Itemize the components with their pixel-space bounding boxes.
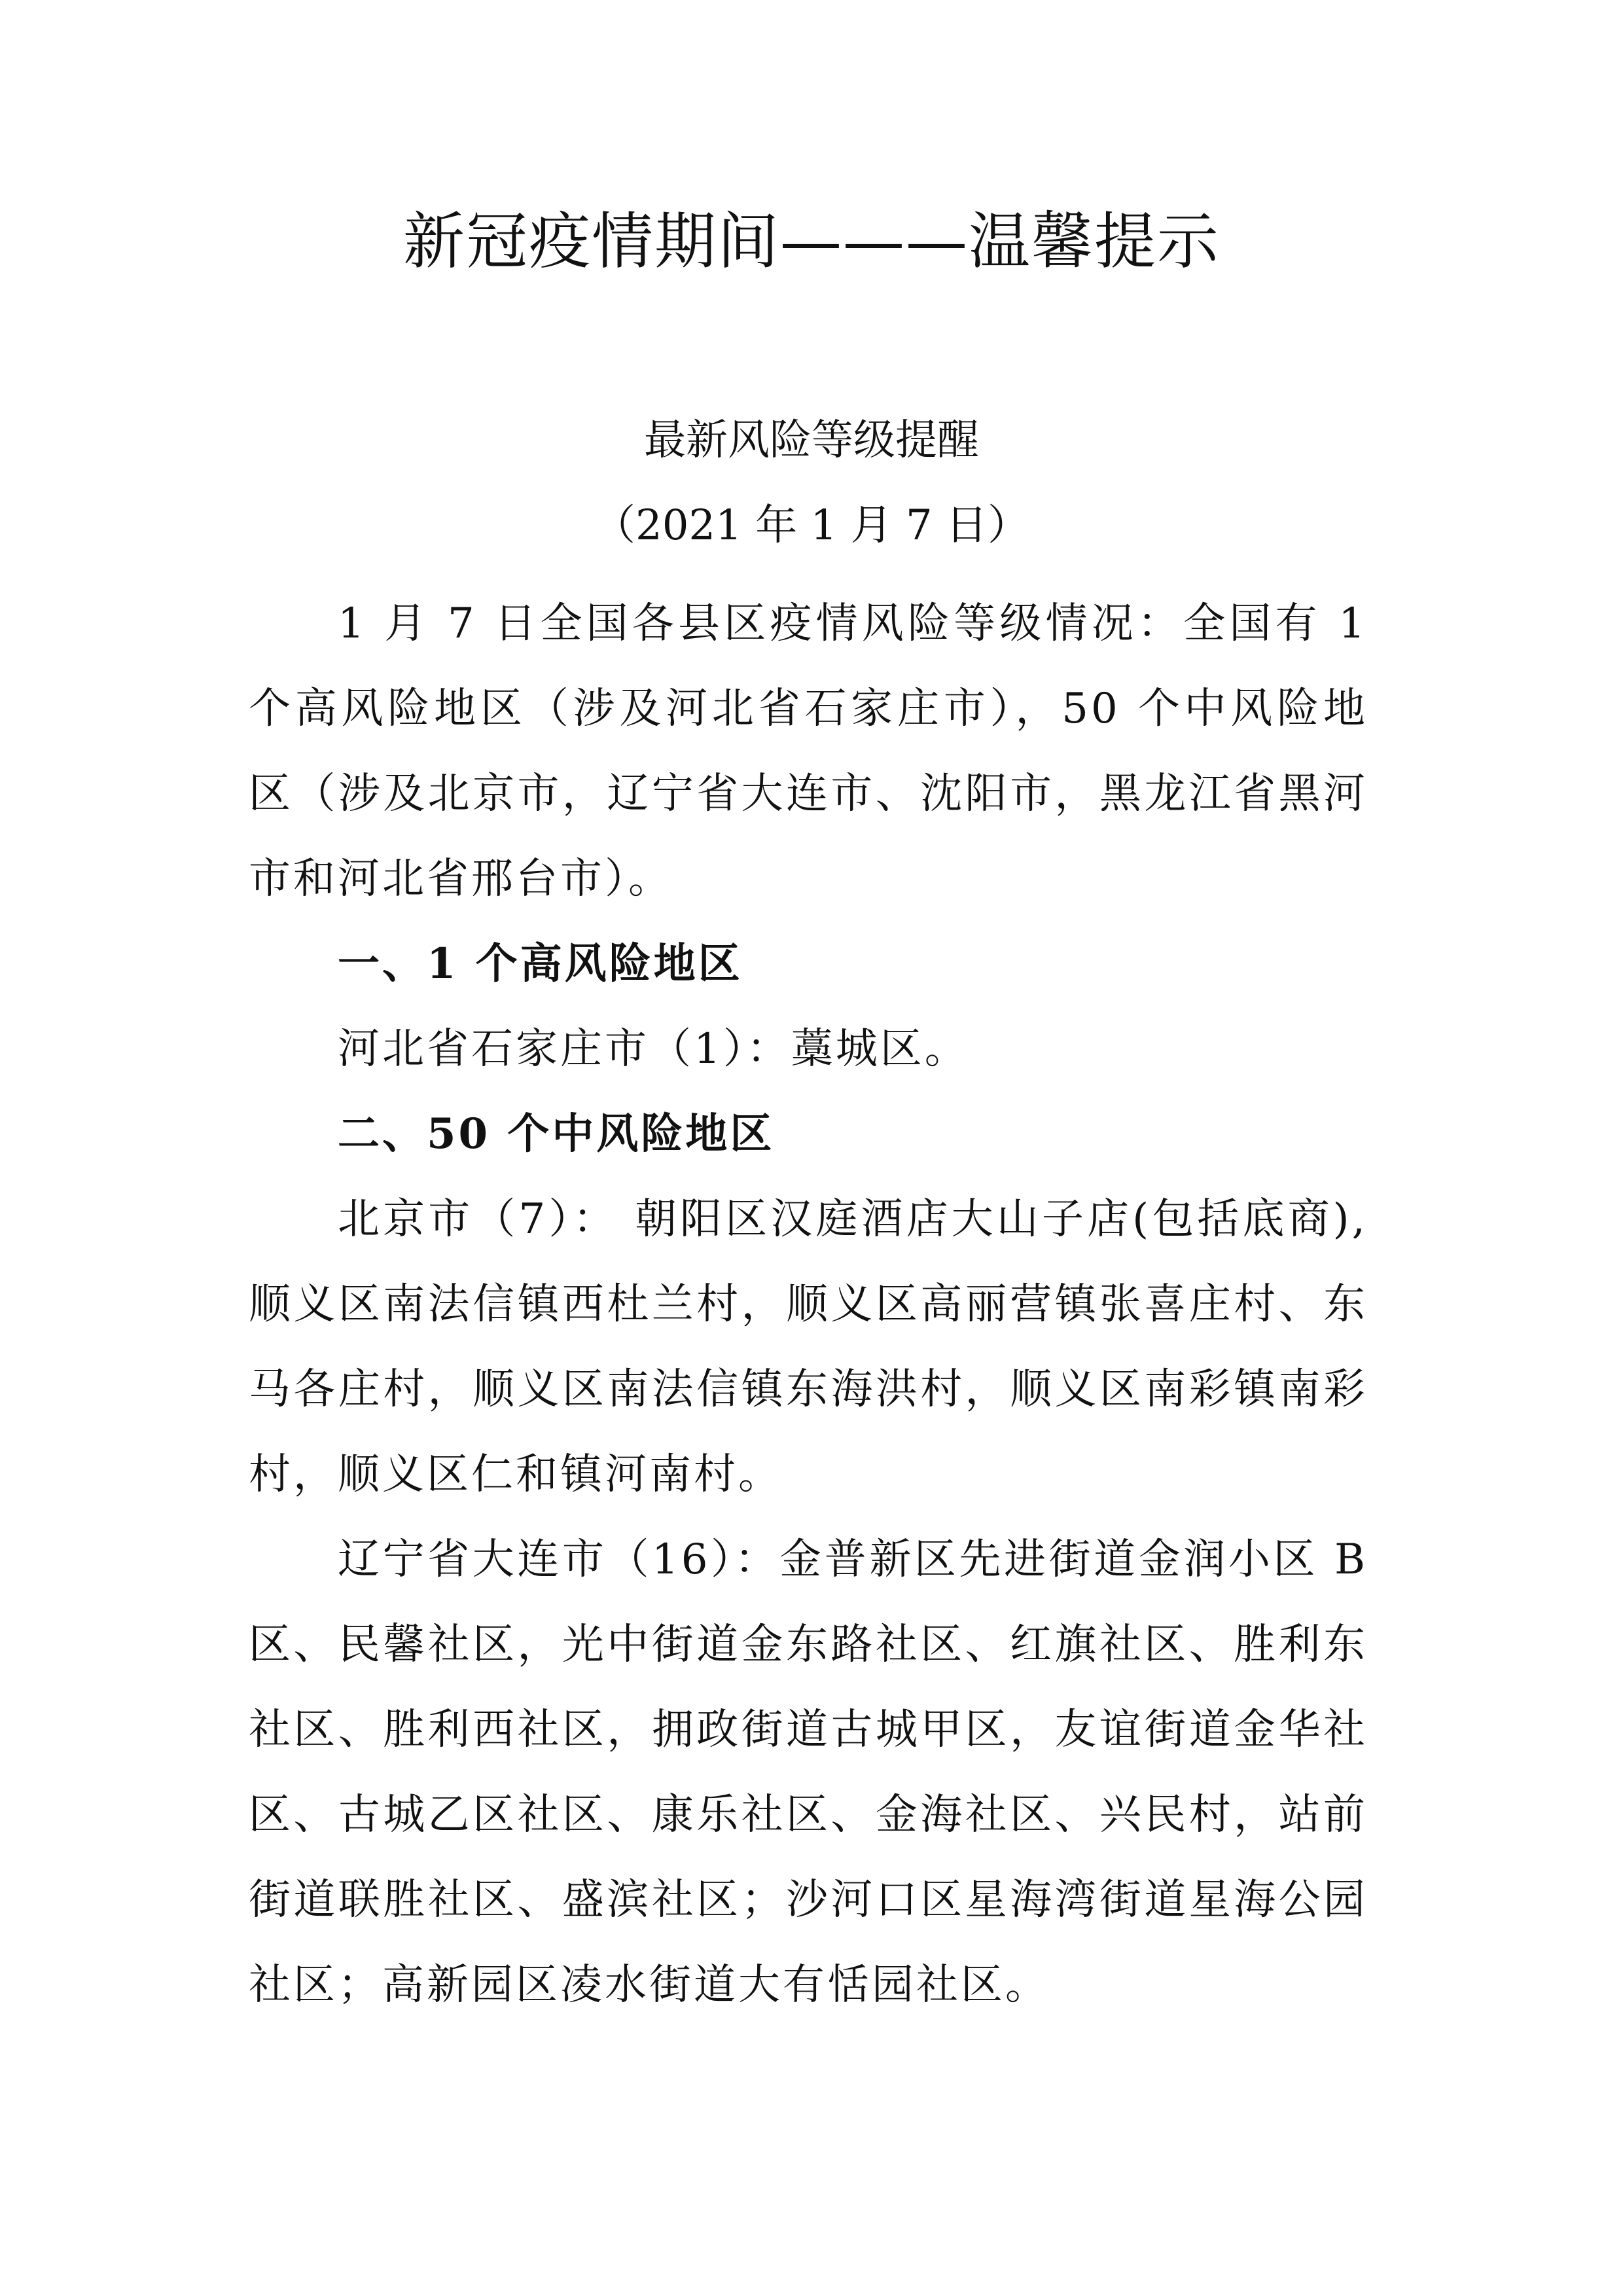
document-body	[249, 581, 1368, 2028]
document-date: （2021 年 1 月 7 日）	[593, 501, 1030, 550]
high-risk-paragraph: 河北省石家庄市（1）：藁城区。	[338, 1025, 969, 1073]
intro-paragraph: 1 月 7 日全国各县区疫情风险等级情况：全国有 1 个高风险地区（涉及河北省石家庄市），50 个中风险地区（涉及北京市，辽宁省大连市、沈阳市，黑龙江省黑河市和河北省邢台市）。	[249, 600, 1368, 903]
beijing-paragraph: 北京市（7）： 朝阳区汉庭酒店大山子店(包括底商), 顺义区南法信镇西杜兰村，顺义区高丽营镇张喜庄村、东马各庄村，顺义区南法信镇东海洪村，顺义区南彩镇南彩村，顺义区仁和镇河南村。	[249, 1195, 1368, 1499]
section-heading-high-risk: 一、1 个高风险地区	[338, 939, 743, 988]
dalian-paragraph: 辽宁省大连市（16）：金普新区先进街道金润小区 B 区、民馨社区，光中街道金东路社区、红旗社区、胜利东社区、胜利西社区，拥政街道古城甲区，友谊街道金华社区、古城乙区社区、康乐社区、金海社区、兴民村，站前街道联胜社区、盛滨社区；沙河口区星海湾街道星海公园社区；高新园区凌水街道大有恬园社区。	[249, 1535, 1368, 2009]
document-title: 新冠疫情期间———温馨提示	[402, 206, 1220, 278]
document-subtitle: 最新风险等级提醒	[644, 416, 979, 465]
section-heading-medium-risk: 二、50 个中风险地区	[338, 1109, 775, 1158]
